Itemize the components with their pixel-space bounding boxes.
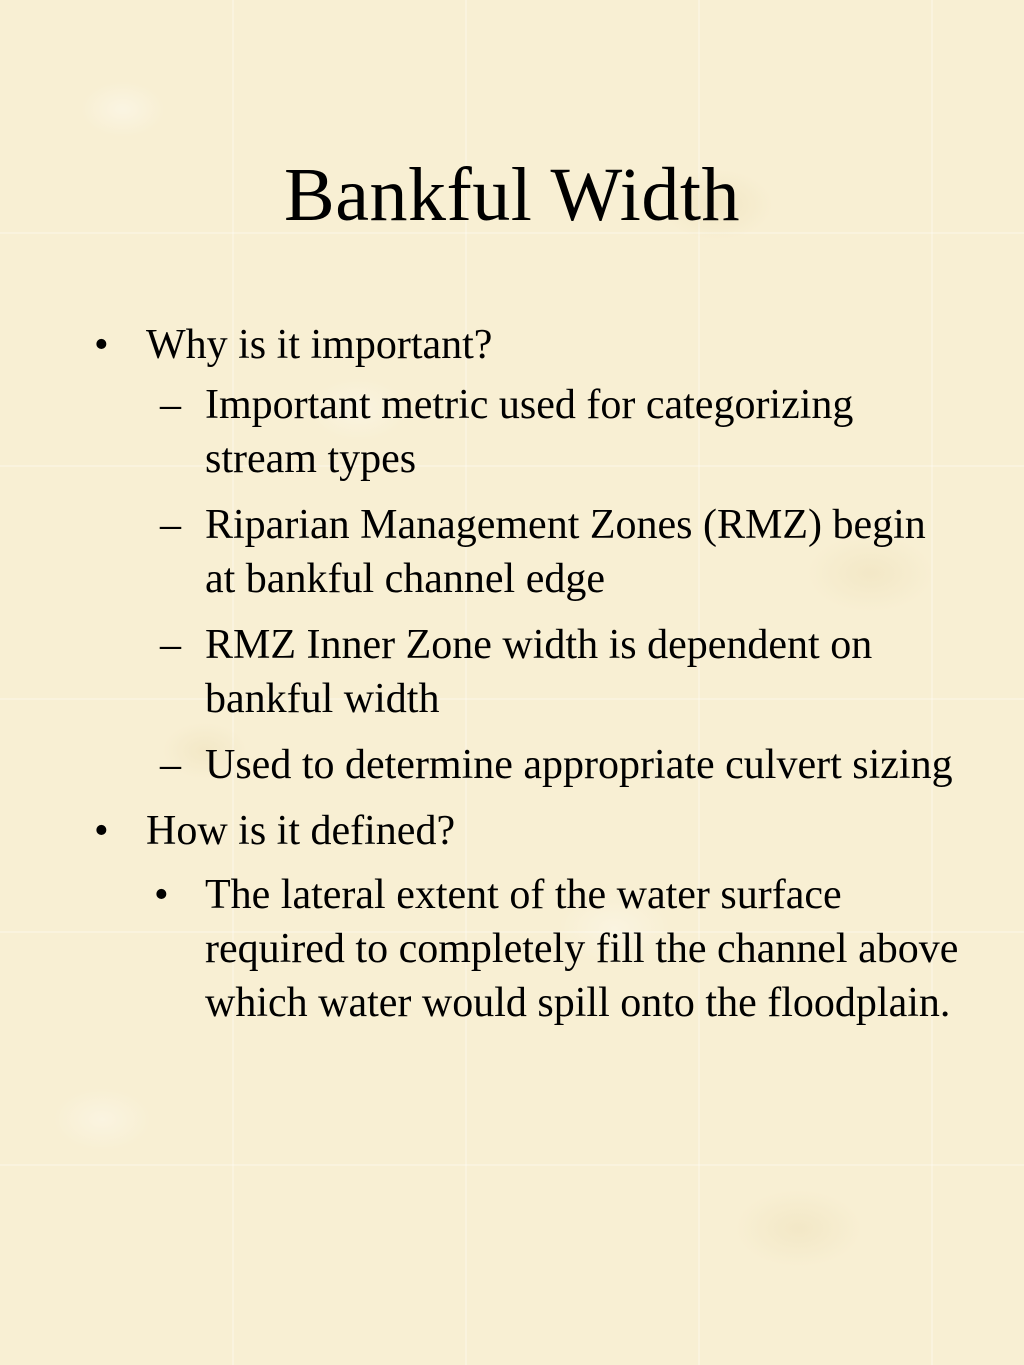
dash-marker: – (160, 742, 181, 788)
sub-item-culvert-sizing (0, 738, 1024, 792)
bullet-marker: • (94, 808, 109, 854)
bullet-marker: • (154, 872, 169, 918)
sub-item-stream-types (0, 378, 1024, 486)
slide-body (0, 318, 1024, 1042)
bullet-text: Why is it important? (146, 322, 493, 368)
sub-item-text: RMZ Inner Zone width is dependent on bankful width (205, 622, 873, 722)
sub-item-inner-zone (0, 618, 1024, 726)
sub-item-text: Important metric used for categorizing stream types (205, 382, 854, 482)
slide-title: Bankful Width (284, 153, 740, 237)
sub-item-definition (0, 868, 1024, 1030)
bullet-text: How is it defined? (146, 808, 456, 854)
sub-item-text: Used to determine appropriate culvert sizing (205, 742, 953, 788)
dash-marker: – (160, 382, 181, 428)
bullet-item-how-defined (0, 804, 1024, 858)
dash-marker: – (160, 622, 181, 668)
sub-item-text: Riparian Management Zones (RMZ) begin at bankful channel edge (205, 502, 926, 602)
dash-marker: – (160, 502, 181, 548)
bullet-marker: • (94, 322, 109, 368)
sub-item-text: The lateral extent of the water surface required to completely fill the channel above which water would spill onto the floodplain. (205, 872, 959, 1026)
sub-item-rmz-edge (0, 498, 1024, 606)
bullet-item-why-important (0, 318, 1024, 372)
